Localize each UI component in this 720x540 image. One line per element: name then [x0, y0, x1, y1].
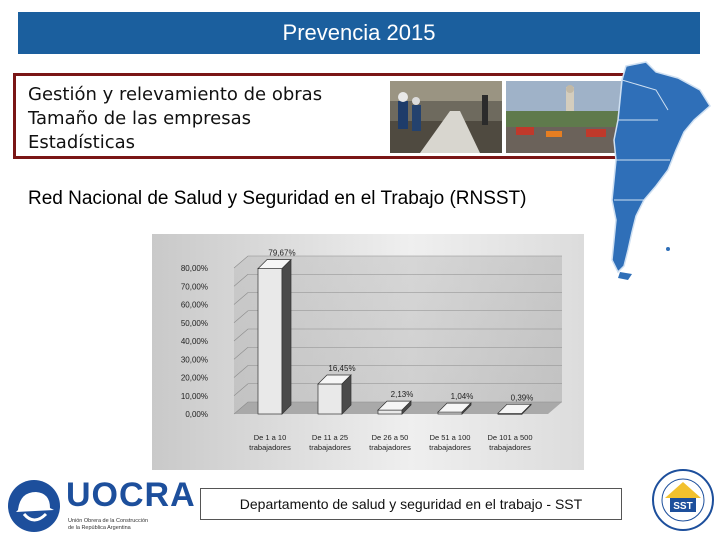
x-tick-label: trabajadores	[249, 443, 291, 452]
topics-box	[13, 73, 633, 159]
y-tick-label: 20,00%	[180, 373, 208, 383]
topic-works: Gestión y relevamiento de obras	[28, 84, 323, 105]
uocra-logo	[6, 474, 196, 534]
uocra-name: UOCRA	[66, 476, 196, 514]
y-tick-label: 50,00%	[180, 318, 208, 328]
uocra-subtitle-line-2: de la República Argentina	[68, 525, 131, 531]
x-tick-label: De 101 a 500	[487, 433, 533, 442]
construction-photo	[390, 81, 502, 153]
x-tick-label: De 51 a 100	[429, 433, 471, 442]
data-label: 79,67%	[268, 248, 296, 258]
x-tick-label: trabajadores	[309, 443, 351, 452]
data-label: 0,39%	[510, 393, 534, 403]
x-tick-label: De 26 a 50	[371, 433, 409, 442]
y-tick-label: 60,00%	[180, 300, 208, 310]
x-tick-label: trabajadores	[489, 443, 531, 452]
network-subtitle: Red Nacional de Salud y Seguridad en el Trabajo (RNSST)	[28, 188, 527, 209]
y-tick-label: 30,00%	[180, 355, 208, 365]
y-tick-label: 10,00%	[180, 391, 208, 401]
data-label: 1,04%	[450, 392, 474, 402]
department-footer: Departamento de salud y seguridad en el trabajo - SST	[200, 488, 622, 520]
y-tick-label: 40,00%	[180, 337, 208, 346]
data-label: 16,45%	[328, 363, 356, 373]
bar	[318, 375, 351, 414]
sst-seal	[651, 468, 715, 532]
y-tick-label: 80,00%	[180, 264, 208, 273]
x-tick-label: De 1 a 10	[253, 433, 287, 442]
uocra-subtitle-line-1: Unión Obrera de la Construcción	[68, 518, 149, 524]
y-tick-label: 70,00%	[180, 282, 208, 292]
bar	[258, 260, 291, 414]
y-tick-label: 0,00%	[185, 410, 208, 419]
helmet-icon	[6, 478, 62, 534]
topic-statistics: Estadísticas	[28, 132, 136, 153]
slide-title: Prevencia 2015	[18, 12, 700, 54]
seal-text: SST	[673, 501, 693, 512]
argentina-map	[598, 60, 716, 280]
x-tick-label: trabajadores	[369, 443, 411, 452]
data-label: 2,13%	[390, 390, 414, 400]
company-size-chart	[152, 234, 584, 470]
x-tick-label: De 11 a 25	[311, 433, 349, 442]
x-tick-label: trabajadores	[429, 443, 471, 452]
topic-company-size: Tamaño de las empresas	[28, 108, 252, 129]
